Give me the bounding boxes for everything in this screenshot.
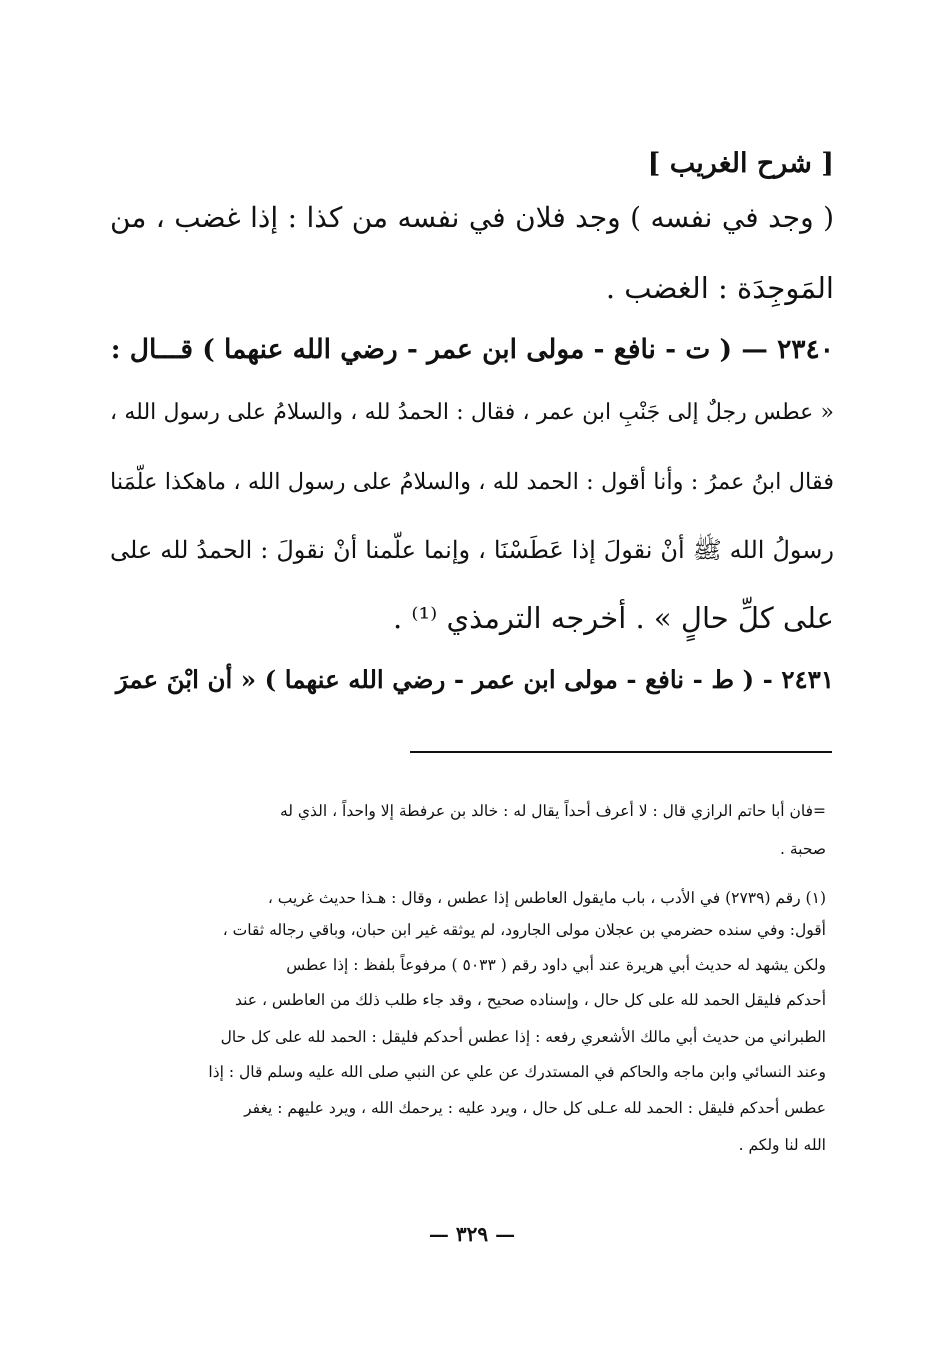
page-number: — ٣٢٩ — xyxy=(428,1222,516,1246)
section-heading: [ شرح الغريب ] xyxy=(647,148,834,179)
hadith-2430-number: ٢٣٤٠ xyxy=(777,334,834,365)
footnote-1-line-2: أقول: وفي سنده حضرمي بن عجلان مولى الجارود، لم يوثقه غير ابن حبان، وباقي رجاله ثقات ، xyxy=(222,921,826,939)
hadith-2430-line-4: على كلِّ حالٍ » . أخرجه الترمذي ⁽¹⁾ . xyxy=(392,601,834,635)
footnote-continuation-line-1: =فان أبا حاتم الرازي قال : لا أعرف أحداً يقال له : خالد بن عرفطة إلا واحداً ، الذي له xyxy=(279,802,826,820)
footnote-1-line-8: الله لنا ولكم . xyxy=(738,1136,826,1154)
hadith-2431-header-row xyxy=(110,660,834,700)
hadith-2430-header-row xyxy=(110,330,834,370)
gloss-line-1: ( وجد في نفسه ) وجد فلان في نفسه من كذا : إذا غضب ، من xyxy=(110,201,834,234)
hadith-2431-header: - ( ط - نافع - مولى ابن عمر - رضي الله عنهما ) « أن ابْنَ عمرَ xyxy=(115,665,773,694)
hadith-2430-line-3: رسولُ الله ﷺ أنْ نقولَ إذا عَطَسْنَا ، وإنما علّمنا أنْ نقولَ : الحمدُ لله على xyxy=(110,536,835,564)
footnote-1-line-4: أحدكم فليقل الحمد لله على كل حال ، وإسناده صحيح ، وقد جاء طلب ذلك من العاطس ، عند xyxy=(234,991,826,1009)
hadith-2430-line-2: فقال ابنُ عمرُ : وأنا أقول : الحمد لله ، والسلامُ على رسول الله ، ماهكذا علّمَنا xyxy=(110,469,834,495)
footnote-1-line-6: وعند النسائي وابن ماجه والحاكم في المستدرك عن علي عن النبي صلى الله عليه وسلم قال : إذا xyxy=(208,1063,826,1081)
hadith-2430-line-1: « عطس رجلٌ إلى جَنْبِ ابن عمر ، فقال : الحمدُ لله ، والسلامُ على رسول الله ، xyxy=(110,400,834,425)
gloss-line-2: المَوجِدَة : الغضب . xyxy=(605,271,834,305)
footnote-1-line-7: عطس أحدكم فليقل : الحمد لله عـلى كل حال ، ويرد عليه : يرحمك الله ، ويرد عليهم : يغفر xyxy=(244,1099,826,1117)
hadith-2431-number: ٢٤٣١ xyxy=(781,665,834,694)
footnote-1-line-1: (١) رقم (٢٧٣٩) في الأدب ، باب مايقول العاطس إذا عطس ، وقال : هـذا حديث غريب ، xyxy=(267,889,826,907)
footnote-divider xyxy=(410,751,832,753)
footnote-continuation-line-2: صحبة . xyxy=(779,840,826,858)
footnote-1-line-3: ولكن يشهد له حديث أبي هريرة عند أبي داود رقم ( ٥٠٣٣ ) مرفوعاً بلفظ : إذا عطس xyxy=(286,956,826,974)
footnote-1-line-5: الطبراني من حديث أبي مالك الأشعري رفعه : إذا عطس أحدكم فليقل : الحمد لله على كل حال xyxy=(220,1028,826,1046)
hadith-2430-header: — ( ت - نافع - مولى ابن عمر - رضي الله عنهما ) قـــال : xyxy=(110,334,768,365)
